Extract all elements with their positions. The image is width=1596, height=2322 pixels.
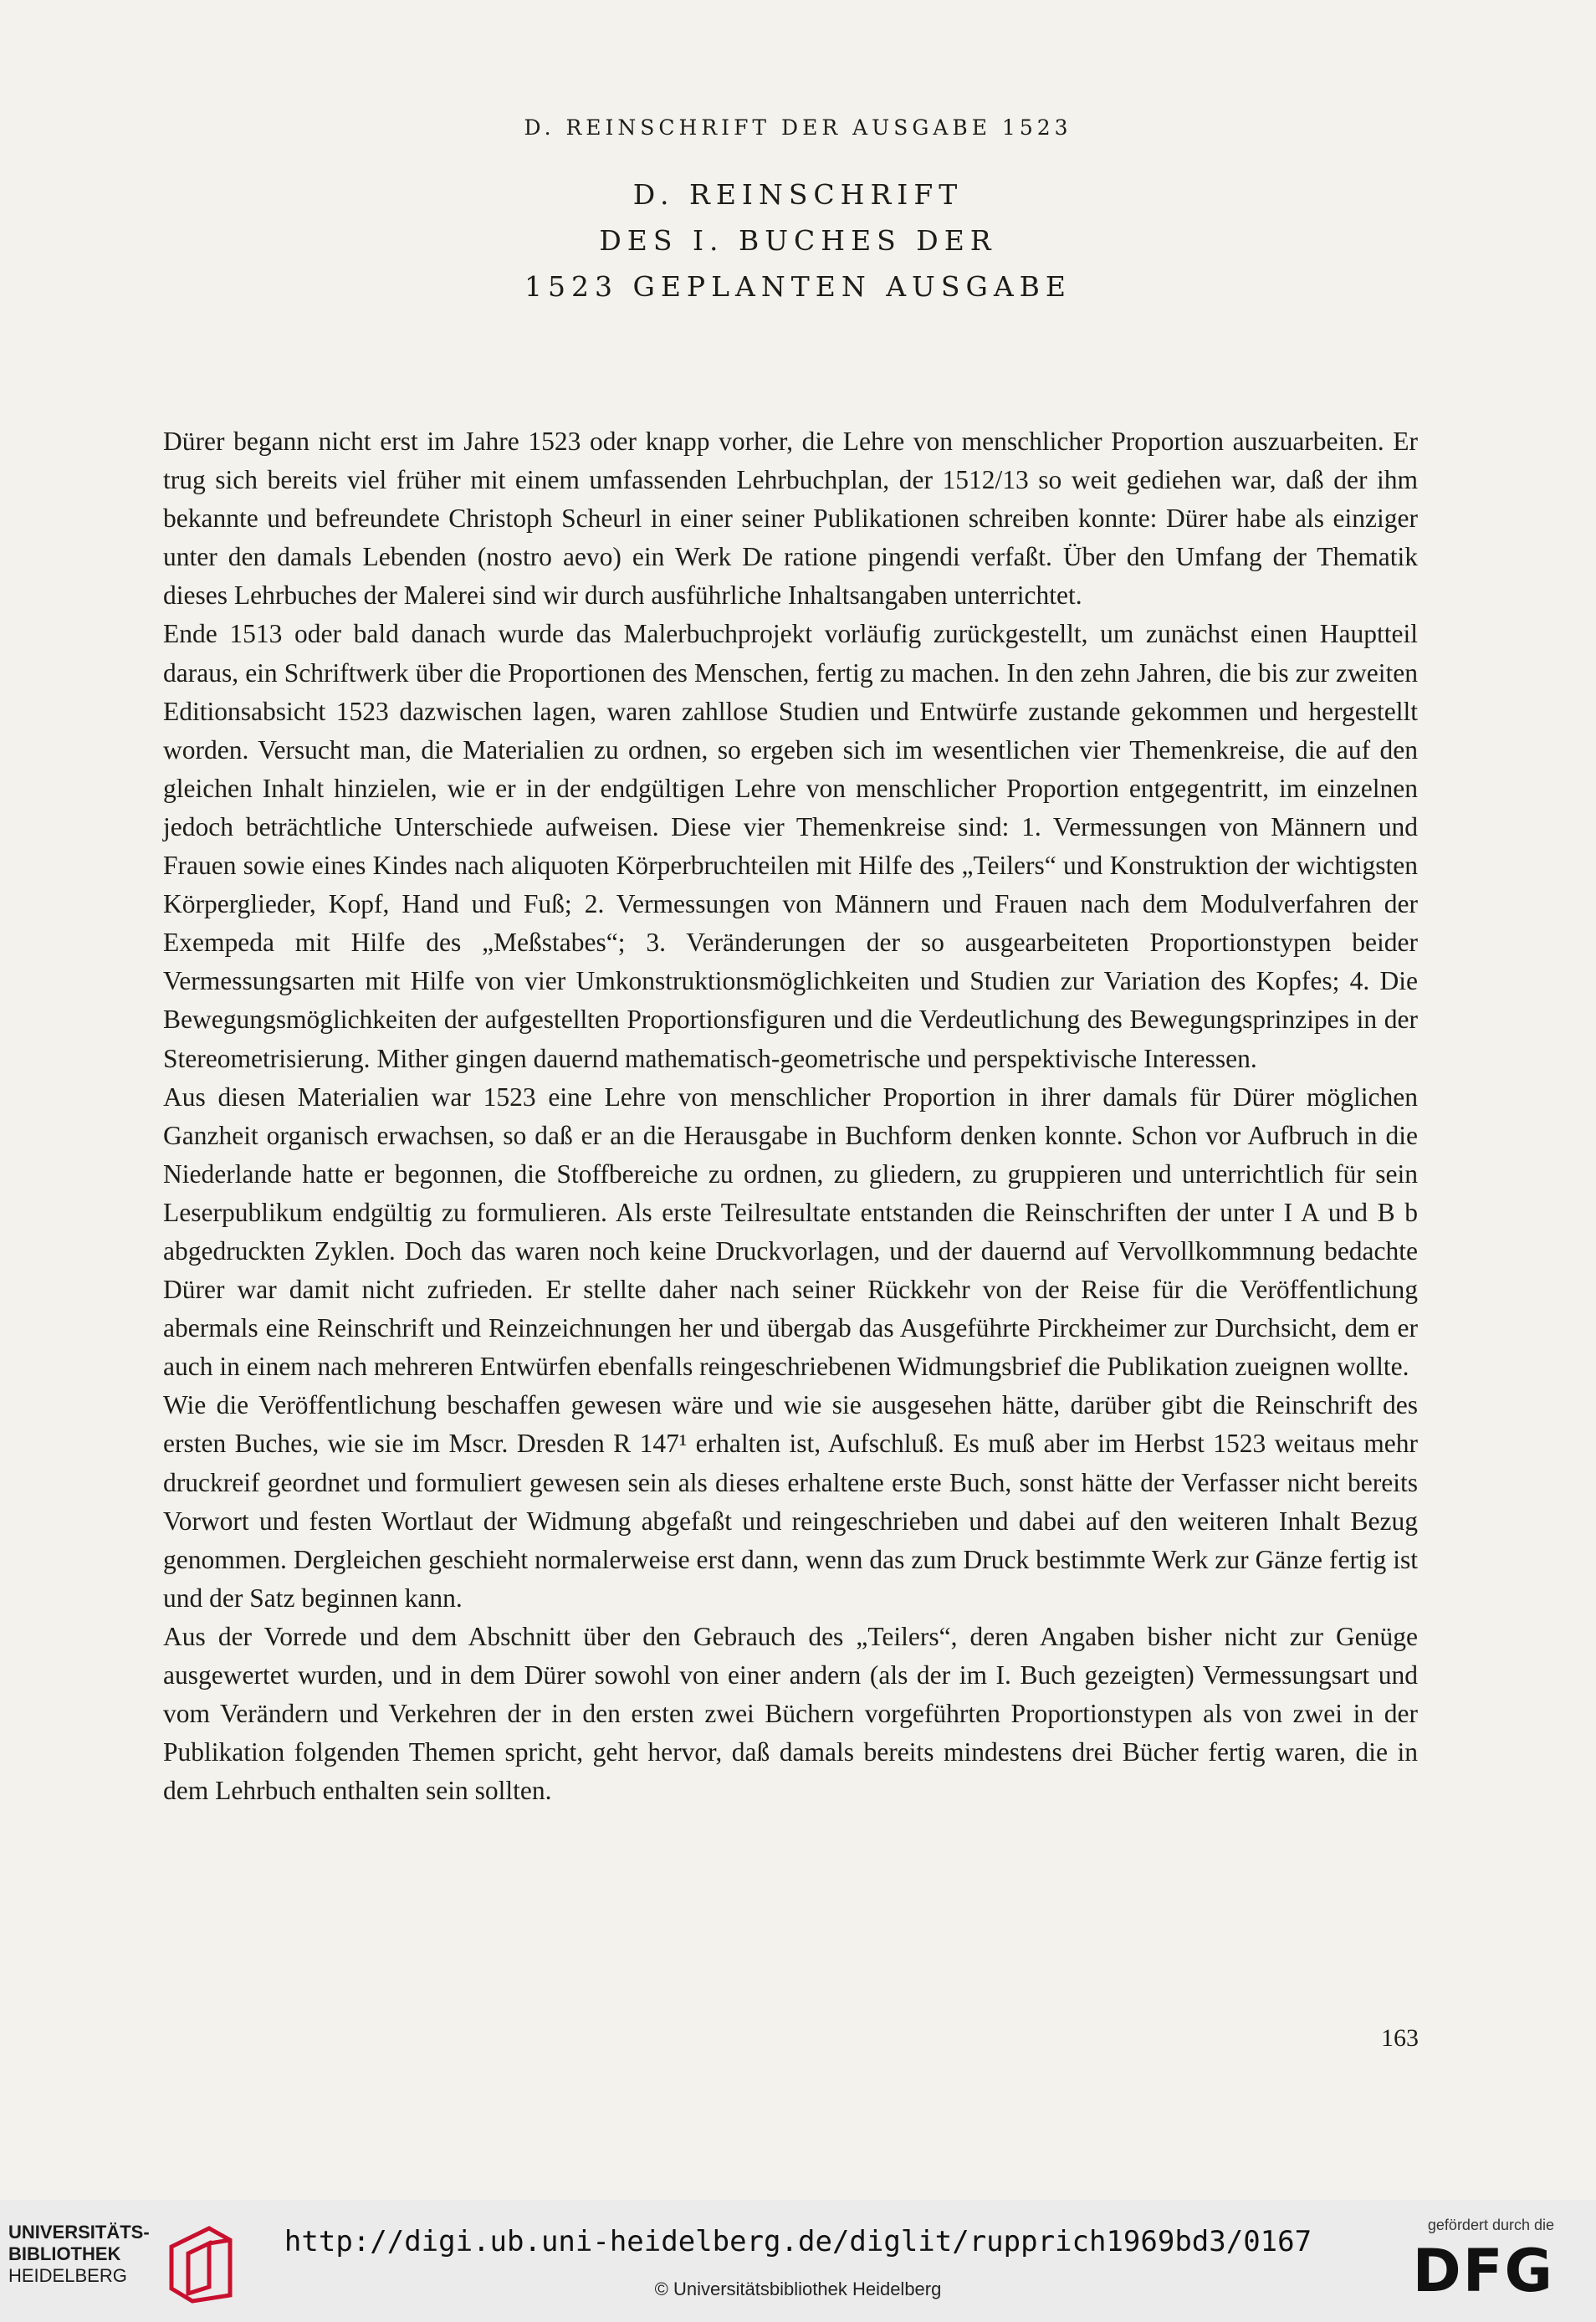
- paragraph: Aus der Vorrede und dem Abschnitt über den Gebrauch des „Teilers“, deren Angaben bisher nicht zur Genüge ausgewertet wurden, und in dem Dürer sowohl von einer andern (als der im I. Buch gezeigten) Vermessungsart und vom Verändern und Verkehren der in den ersten zwei Büchern vorgeführten Proportionstypen als von zwei in der Publikation folgenden Themen spricht, geht hervor, daß damals bereits mindestens drei Bücher fertig waren, die in dem Lehrbuch enthalten sein sollten.: [163, 1621, 1418, 1806]
- page-number: 163: [1381, 2024, 1419, 2052]
- paragraph: Ende 1513 oder bald danach wurde das Malerbuchprojekt vorläufig zurückgestellt, um zunächst einen Hauptteil daraus, ein Schriftwerk über die Proportionen des Menschen, fertig zu machen. In den zehn Jahren, die bis zur zweiten Editionsabsicht 1523 dazwischen lagen, waren zahllose Studien und Entwürfe zustande gekommen und hergestellt worden. Versucht man, die Materialien zu ordnen, so ergeben sich im wesentlichen vier Themenkreise, die auf den gleichen Inhalt hinzielen, wie er in der endgültigen Lehre von menschlicher Proportion entgegentritt, im einzelnen jedoch beträchtliche Unterschiede aufweisen. Diese vier Themenkreise sind: 1. Vermessungen von Männern und Frauen sowie eines Kindes nach aliquoten Körperbruchteilen mit Hilfe des „Teilers“ und Konstruktion der wichtigsten Körperglieder, Kopf, Hand und Fuß; 2. Vermessungen von Männern und Frauen nach dem Modulverfahren der Exempeda mit Hilfe des „Meßstabes“; 3. Veränderungen der so ausgearbeiteten Proportionstypen beider Vermessungsarten mit Hilfe von vier Umkonstruktionsmöglichkeiten und Studien zur Variation des Kopfes; 4. Die Bewegungsmöglichkeiten der aufgestellten Proportionsfiguren und die Verdeutlichung des Bewegungsprinzipes in der Stereometrisierung. Mither gingen dauernd mathematisch-geometrische und perspektivische Interessen.: [163, 619, 1418, 1073]
- permalink-url[interactable]: http://digi.ub.uni-heidelberg.de/diglit/rupprich1969bd3/0167: [284, 2225, 1312, 2258]
- running-head: D. REINSCHRIFT DER AUSGABE 1523: [524, 115, 1072, 140]
- institution-line-1: UNIVERSITÄTS-: [8, 2222, 150, 2243]
- title-line-1: D. REINSCHRIFT: [632, 178, 964, 211]
- paragraph: Wie die Veröffentlichung beschaffen gewesen wäre und wie sie ausgesehen hätte, darüber gibt die Reinschrift des ersten Buches, wie sie im Mscr. Dresden R 147¹ erhalten ist, Aufschluß. Es muß aber im Herbst 1523 weitaus mehr druckreif geordnet und formuliert gewesen sein als dieses erhaltene erste Buch, sonst hätte der Verfasser nicht bereits Vorwort und festen Wortlaut der Widmung abgefaßt und reingeschrieben und dabei auf den weiteren Inhalt Bezug genommen. Dergleichen geschieht normalerweise erst dann, wenn das zum Druck bestimmte Werk zur Gänze fertig ist und der Satz beginnen kann.: [163, 1390, 1418, 1613]
- dfg-funding-logo[interactable]: [1395, 2217, 1554, 2309]
- paragraph: Aus diesen Materialien war 1523 eine Lehre von menschlicher Proportion in ihrer damals für Dürer möglichen Ganzheit organisch erwachsen, so daß er an die Herausgabe in Buchform denken konnte. Schon vor Aufbruch in die Niederlande hatte er begonnen, die Stoffbereiche zu ordnen, zu gliedern, zu gruppieren und unterrichtlich für sein Leserpublikum endgültig zu formulieren. Als erste Teilresultate entstanden die Reinschriften der unter I A und B b abgedruckten Zyklen. Doch das waren noch keine Druckvorlagen, und der dauernd auf Vervollkommnung bedachte Dürer war damit nicht zufrieden. Er stellte daher nach seiner Rückkehr von der Reise für die Veröffentlichung abermals eine Reinschrift und Reinzeichnungen her und übergab das Ausgeführte Pirckheimer zur Durchsicht, dem er auch in einem nach mehreren Entwürfen ebenfalls reingeschriebenen Widmungsbrief die Publikation zueignen wollte.: [163, 1082, 1418, 1382]
- institution-line-2: BIBLIOTHEK: [8, 2243, 121, 2264]
- title-line-2: DES I. BUCHES DER: [599, 224, 997, 257]
- funding-caption: gefördert durch die: [1427, 2217, 1554, 2233]
- copyright-notice: © Universitätsbibliothek Heidelberg: [654, 2279, 942, 2299]
- chapter-title: [0, 171, 1596, 309]
- body-text: [163, 422, 1418, 1810]
- title-line-3: 1523 GEPLANTEN AUSGABE: [524, 270, 1072, 303]
- institution-line-3: HEIDELBERG: [8, 2265, 127, 2286]
- paragraph: Dürer begann nicht erst im Jahre 1523 oder knapp vorher, die Lehre von menschlicher Proportion auszuarbeiten. Er trug sich bereits viel früher mit einem umfassenden Lehrbuchplan, der 1512/13 so weit gediehen war, daß der ihm bekannte und befreundete Christoph Scheurl in einer seiner Publikationen schreiben konnte: Dürer habe als einziger unter den damals Lebenden (nostro aevo) ein Werk De ratione pingendi verfaßt. Über den Umfang der Thematik dieses Lehrbuches der Malerei sind wir durch ausführliche Inhaltsangaben unterrichtet.: [163, 427, 1418, 611]
- footer-bar: [0, 2200, 1596, 2322]
- dfg-logo-text: DFG: [1412, 2237, 1554, 2305]
